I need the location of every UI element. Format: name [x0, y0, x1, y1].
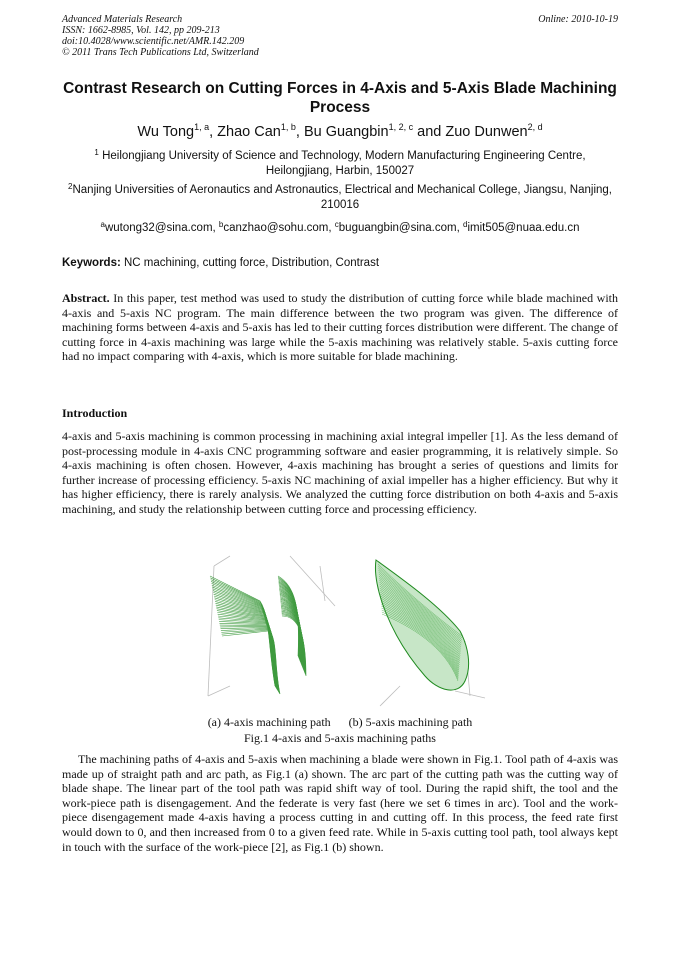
subcaption-b: (b) 5-axis machining path: [348, 715, 473, 729]
journal-name: Advanced Materials Research: [62, 14, 183, 25]
journal-header: [62, 14, 618, 58]
author-list: [62, 123, 618, 141]
author: Zuo Dunwen$^{2, d}$: [445, 122, 543, 140]
body-paragraph: The machining paths of 4-axis and 5-axis when machining a blade were shown in Fig.1. Tool path of 4-axis was made up of straight path and arc path, as Fig.1 (a) shown. The arc part of the cutting path was the cutting way of blade shape. The linear part of the tool path was rapid shift way of tool. During the rapid shift, the tool and the work-piece path is disengagement. And the federate is very fast (here we set 6 times in arc). Tool and the work-piece disengagement made 4-axis having a process cutting in and cutting off. In this process, the feed rate first would down to 0, and then increased from 0 to a given feed rate. While in 5-axis cutting tool path, tool always kept in touch with the surface of the work-piece [2], as Fig.1 (b) shown.: [62, 752, 618, 854]
email[interactable]: $^a$wutong32@sina.com: [100, 220, 213, 234]
subcaption-a: (a) 4-axis machining path: [207, 715, 331, 729]
email[interactable]: $^c$buguangbin@sina.com: [334, 220, 457, 234]
four-axis-tool-path: [210, 576, 306, 694]
author: Wu Tong$^{1, a}$,: [137, 122, 218, 140]
keywords-text: NC machining, cutting force, Distribution, Contrast: [124, 257, 380, 269]
author: Zhao Can$^{1, b}$,: [217, 122, 304, 140]
abstract-label: Abstract.: [62, 291, 110, 305]
figure-1: [200, 546, 500, 711]
online-date: Online: 2010-10-19: [538, 14, 618, 25]
introduction-text: 4-axis and 5-axis machining is common processing in machining axial integral impeller [1]. As the less demand of post-processing module in 4-axis CNC programming software and easier programming, it is relatively simple. So 4-axis machining is often chosen. However, 4-axis machining has brought a series of questions and limits for further increase of processing efficiency. 5-axis NC machining of axial impeller has a higher efficiency. But why it has higher efficiency, there is rarely analysis. We analyzed the cutting force distribution on both 4-axis and 5-axis machining, and study the relationship between cutting force and processing efficiency.: [62, 429, 618, 516]
journal-copyright: © 2011 Trans Tech Publications Ltd, Switzerland: [62, 47, 259, 58]
affiliation-1: $^1$ Heilongjiang University of Science and Technology, Modern Manufacturing Engineering Centre, Heilongjiang, Harbin, 150027: [94, 148, 586, 177]
section-heading-introduction: Introduction: [62, 406, 128, 420]
keywords: [62, 256, 618, 271]
abstract: [62, 291, 618, 364]
email[interactable]: $^d$imit505@nuaa.edu.cn: [462, 220, 580, 234]
figure-subcaptions: [62, 715, 618, 730]
panel-a-4-axis-path: [208, 556, 335, 696]
email-list: $^a$wutong32@sina.com, $^b$canzhao@sohu.com, $^c$buguangbin@sina.com, $^d$imit505@nuaa.edu.cn: [100, 220, 580, 234]
affiliation-2: $^2$Nanjing Universities of Aeronautics and Astronautics, Electrical and Mechanical College, Jiangsu, Nanjing, 210016: [68, 182, 612, 211]
journal-issn: ISSN: 1662-8985, Vol. 142, pp 209-213: [62, 25, 220, 36]
email[interactable]: $^b$canzhao@sohu.com: [218, 220, 329, 234]
journal-doi: doi:10.4028/www.scientific.net/AMR.142.209: [62, 36, 245, 47]
figure-caption: Fig.1 4-axis and 5-axis machining paths: [244, 731, 436, 745]
keywords-label: Keywords:: [62, 257, 121, 269]
panel-b-5-axis-path: [375, 560, 485, 706]
axis-lines: [208, 556, 335, 696]
paper-title: Contrast Research on Cutting Forces in 4-Axis and 5-Axis Blade Machining Process: [63, 80, 617, 116]
abstract-text: In this paper, test method was used to study the distribution of cutting force while blade machined with 4-axis and 5-axis NC program. The main difference between the two program was given. The difference of machining forms between 4-axis and 5-axis has led to their cutting forces distribution were different. The change of cutting force in 4-axis machining was large while the 5-axis machining was relatively stable. 5-axis cutting force had no impact comparing with 4-axis, which is more suitable for blade machining.: [62, 291, 619, 364]
author: Bu Guangbin$^{1, 2, c}$ and: [303, 122, 446, 140]
machining-paths-illustration: [200, 546, 500, 711]
